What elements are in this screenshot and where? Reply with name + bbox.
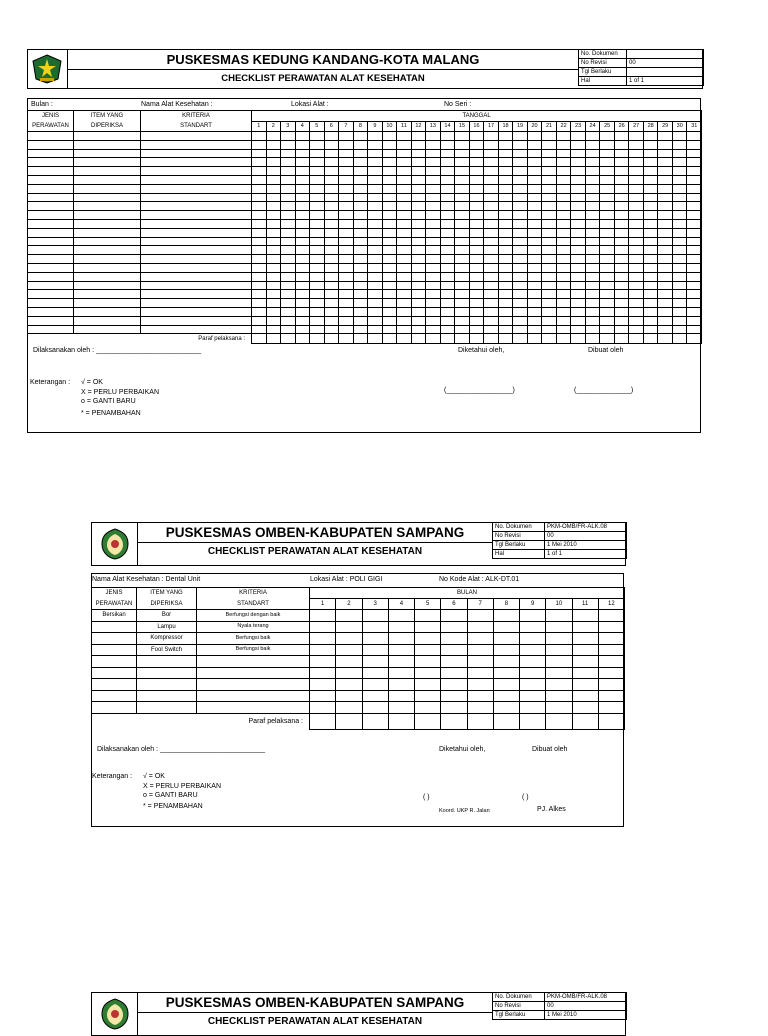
form2-meta-table [492, 522, 627, 559]
day-header: 31 [687, 121, 702, 132]
form1-lokasi-label: Lokasi Alat : [291, 101, 329, 108]
day-header: 27 [629, 121, 644, 132]
day-header: 2 [266, 121, 281, 132]
table-row [92, 702, 625, 714]
form1-checklist-table [27, 110, 702, 344]
table-row [28, 219, 702, 228]
day-header: 5 [310, 121, 325, 132]
day-header: 9 [368, 121, 383, 132]
month-header: 9 [520, 598, 546, 610]
form3-meta-table [492, 992, 627, 1020]
form2-pj: PJ. Alkes [537, 806, 566, 813]
form1-title: PUSKESMAS KEDUNG KANDANG-KOTA MALANG [166, 52, 480, 67]
table-row [28, 211, 702, 220]
table-row: Fool Switch Berfungsi baik [92, 644, 625, 656]
meta-row: No Revisi 00 [579, 59, 704, 68]
form2-title: PUSKESMAS OMBEN-KABUPATEN SAMPANG [165, 525, 465, 540]
day-header: 25 [600, 121, 615, 132]
header-row: PERAWATAN DIPERIKSA STANDART 1 2 3 4 5 6 7 8 9 10 11 12 13 14 15 16 17 18 19 20 21 22 23 24 25 26 27 28 29 30 31 [28, 121, 702, 132]
meta-row: Tgl Berlaku 1 Mei 2010 [493, 541, 627, 550]
day-header: 8 [353, 121, 368, 132]
form1-ket-ok: √ = OK [81, 379, 103, 386]
table-row: Bersikan Bor Berfungsi dengan baik [92, 610, 625, 622]
day-header: 11 [397, 121, 412, 132]
day-header: 7 [339, 121, 354, 132]
day-header: 17 [484, 121, 499, 132]
form1-dilaksanakan: Dilaksanakan oleh : ___________________________ [33, 347, 202, 354]
month-header: 8 [493, 598, 519, 610]
form1-logo-box [28, 50, 68, 88]
form1-ket-perbaikan: X = PERLU PERBAIKAN [81, 389, 160, 396]
day-header: 15 [455, 121, 470, 132]
table-row [28, 237, 702, 246]
table-row [28, 158, 702, 167]
form2-diketahui: Diketahui oleh, [439, 746, 486, 753]
form2-koord: Koord. UKP R. Jalan [439, 808, 490, 814]
table-row [92, 667, 625, 679]
table-row [92, 679, 625, 691]
form1-header [27, 49, 703, 89]
meta-row: No. Dokumen [579, 50, 704, 59]
meta-row: Tgl Berlaku 1 Mei 2010 [493, 1011, 627, 1020]
table-row [28, 255, 702, 264]
form3-logo-box [92, 993, 138, 1035]
day-header: 21 [542, 121, 557, 132]
meta-row: No Revisi 00 [493, 532, 627, 541]
form1-diketahui: Diketahui oleh, [458, 347, 505, 354]
table-row [28, 281, 702, 290]
form3-header [91, 992, 626, 1036]
day-header: 10 [382, 121, 397, 132]
form2-body [91, 573, 624, 827]
meta-row: No. Dokumen PKM-OMB/FR-ALK.08 [493, 993, 627, 1002]
day-header: 22 [556, 121, 571, 132]
sampang-emblem-icon [100, 998, 130, 1030]
form2-logo-box [92, 523, 138, 565]
day-header: 4 [295, 121, 310, 132]
header-row: JENIS ITEM YANG KRITERIA BULAN [92, 588, 625, 599]
day-header: 28 [643, 121, 658, 132]
meta-row: Tgl Berlaku [579, 68, 704, 77]
form1-signature-2: (______________) [574, 387, 634, 394]
month-header: 12 [598, 598, 624, 610]
day-header: 19 [513, 121, 528, 132]
malang-emblem-icon [31, 53, 63, 85]
form1-keterangan-label: Keterangan : [30, 379, 71, 386]
form1-ket-ganti: o = GANTI BARU [81, 398, 136, 405]
form3-subtitle: CHECKLIST PERAWATAN ALAT KESEHATAN [207, 1016, 423, 1027]
form1-nama-label: Nama Alat Kesehatan : [141, 101, 213, 108]
form1-meta-table [578, 49, 704, 86]
form2-header [91, 522, 626, 566]
month-header: 3 [362, 598, 388, 610]
table-row [28, 167, 702, 176]
day-header: 29 [658, 121, 673, 132]
day-header: 23 [571, 121, 586, 132]
table-row [28, 193, 702, 202]
month-header: 6 [441, 598, 467, 610]
table-row [28, 263, 702, 272]
sampang-emblem-icon [100, 528, 130, 560]
table-row: Lampu Nyala terang [92, 621, 625, 633]
day-header: 12 [411, 121, 426, 132]
month-header: 7 [467, 598, 493, 610]
table-row [28, 149, 702, 158]
form1-dibuat: Dibuat oleh [588, 347, 624, 354]
table-row [28, 140, 702, 149]
meta-row: No. Dokumen PKM-OMB/FR-ALK.08 [493, 523, 627, 532]
form1-bulan-label: Bulan : [31, 101, 53, 108]
day-header: 18 [498, 121, 513, 132]
day-header: 3 [281, 121, 296, 132]
day-header: 16 [469, 121, 484, 132]
table-row [28, 299, 702, 308]
form2-signature-1: ( ) [423, 794, 430, 801]
form2-ket-perbaikan: X = PERLU PERBAIKAN [143, 783, 222, 790]
form2-subtitle: CHECKLIST PERAWATAN ALAT KESEHATAN [207, 546, 423, 557]
header-row: PERAWATAN DIPERIKSA STANDART 1 2 3 4 5 6 7 8 9 10 11 12 [92, 598, 625, 610]
form2-lokasi-label: Lokasi Alat : POLI GIGI [310, 576, 383, 583]
form1-body [27, 98, 701, 433]
form1-ket-tambah: * = PENAMBAHAN [81, 410, 141, 417]
day-header: 1 [252, 121, 267, 132]
month-header: 4 [388, 598, 414, 610]
day-header: 20 [527, 121, 542, 132]
month-header: 10 [546, 598, 572, 610]
table-row [92, 656, 625, 668]
form2-dibuat: Dibuat oleh [532, 746, 568, 753]
form2-kode-label: No Kode Alat : ALK-DT.01 [439, 576, 520, 583]
meta-row: Hal 1 of 1 [493, 550, 627, 559]
day-header: 26 [614, 121, 629, 132]
form2-keterangan-label: Keterangan : [92, 773, 133, 780]
form3-title: PUSKESMAS OMBEN-KABUPATEN SAMPANG [165, 995, 465, 1010]
form1-subtitle: CHECKLIST PERAWATAN ALAT KESEHATAN [221, 73, 425, 84]
form2-ket-ok: √ = OK [143, 773, 165, 780]
header-row: JENIS ITEM YANG KRITERIA TANGGAL [28, 111, 702, 122]
table-row [28, 175, 702, 184]
table-row: Kompressor Berfungsi baik [92, 633, 625, 645]
paraf-row: Paraf pelaksana : [92, 713, 625, 730]
form2-nama-label: Nama Alat Kesehatan : Dental Unit [92, 576, 201, 583]
meta-row: Hal 1 of 1 [579, 77, 704, 86]
month-header: 2 [336, 598, 362, 610]
form2-signature-2: ( ) [522, 794, 529, 801]
form2-ket-ganti: o = GANTI BARU [143, 792, 198, 799]
table-row [28, 132, 702, 141]
day-header: 6 [324, 121, 339, 132]
month-header: 11 [572, 598, 598, 610]
table-row [28, 246, 702, 255]
table-row [28, 228, 702, 237]
table-row [28, 325, 702, 334]
table-row [28, 307, 702, 316]
table-row [28, 316, 702, 325]
meta-row: No Revisi 00 [493, 1002, 627, 1011]
day-header: 13 [426, 121, 441, 132]
paraf-row: Paraf pelaksana : [28, 334, 702, 344]
form2-ket-tambah: * = PENAMBAHAN [143, 803, 203, 810]
form2-checklist-table [91, 587, 625, 730]
day-header: 24 [585, 121, 600, 132]
table-row [28, 272, 702, 281]
day-header: 14 [440, 121, 455, 132]
day-header: 30 [672, 121, 687, 132]
form1-signature-1: (_________________) [444, 387, 515, 394]
month-header: 5 [415, 598, 441, 610]
month-header: 1 [310, 598, 336, 610]
table-row [92, 690, 625, 702]
table-row [28, 184, 702, 193]
table-row [28, 202, 702, 211]
form2-dilaksanakan: Dilaksanakan oleh : ___________________________ [97, 746, 266, 753]
form1-noseri-label: No Seri : [444, 101, 472, 108]
table-row [28, 290, 702, 299]
